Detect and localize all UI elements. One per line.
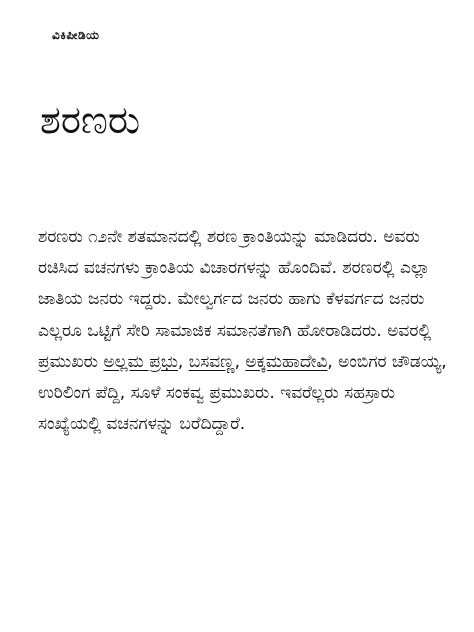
separator: , [234,351,246,372]
article-paragraph [38,222,448,440]
paragraph-text-end: , ಅಂಬಿಗರ ಚೌಡಯ್ಯ, ಉರಿಲಿಂಗ ಪೆದ್ದಿ, ಸೂಳೆ ಸಂಕವ್ವ ಪ್ರಮುಖರು. ಇವರೆಲ್ಲರು ಸಹಸ್ರಾರು ಸಂಖ್ಯೆಯಲ್ಲಿ ವಚನಗಳನ್ನು ಬರೆದಿದ್ದಾರೆ. [38,351,447,435]
site-name[interactable]: ವಿಕಿಪೀಡಿಯ [52,28,100,42]
paragraph-text-start: ಶರಣರು ೧೨ನೇ ಶತಮಾನದಲ್ಲಿ ಶರಣ ಕ್ರಾಂತಿಯನ್ನು ಮಾಡಿದರು. ಅವರು ರಚಿಸಿದ ವಚನಗಳು ಕ್ರಾಂತಿಯ ವಿಚಾರಗಳನ್ನು ಹೊಂದಿವೆ. ಶರಣರಲ್ಲಿ ಎಲ್ಲಾ ಜಾತಿಯ ಜನರು ಇದ್ದರು. ಮೇಲ್ವರ್ಗದ ಜನರು ಹಾಗು ಕೆಳವರ್ಗದ ಜನರು ಎಲ್ಲರೂ ಒಟ್ಟಿಗೆ ಸೇರಿ ಸಾಮಾಜಿಕ ಸಮಾನತೆಗಾಗಿ ಹೋರಾಡಿದರು. ಅವರಲ್ಲಿ ಪ್ರಮುಖರು [38,227,432,372]
separator: , [177,351,189,372]
link-akkamahadevi[interactable]: ಅಕ್ಕಮಹಾದೇವಿ [245,351,328,372]
link-allama-prabhu[interactable]: ಅಲ್ಲಮ ಪ್ರಭು [103,351,178,372]
link-basavanna[interactable]: ಬಸವಣ್ಣ [188,351,235,372]
page-title: ಶರಣರು [40,98,141,142]
